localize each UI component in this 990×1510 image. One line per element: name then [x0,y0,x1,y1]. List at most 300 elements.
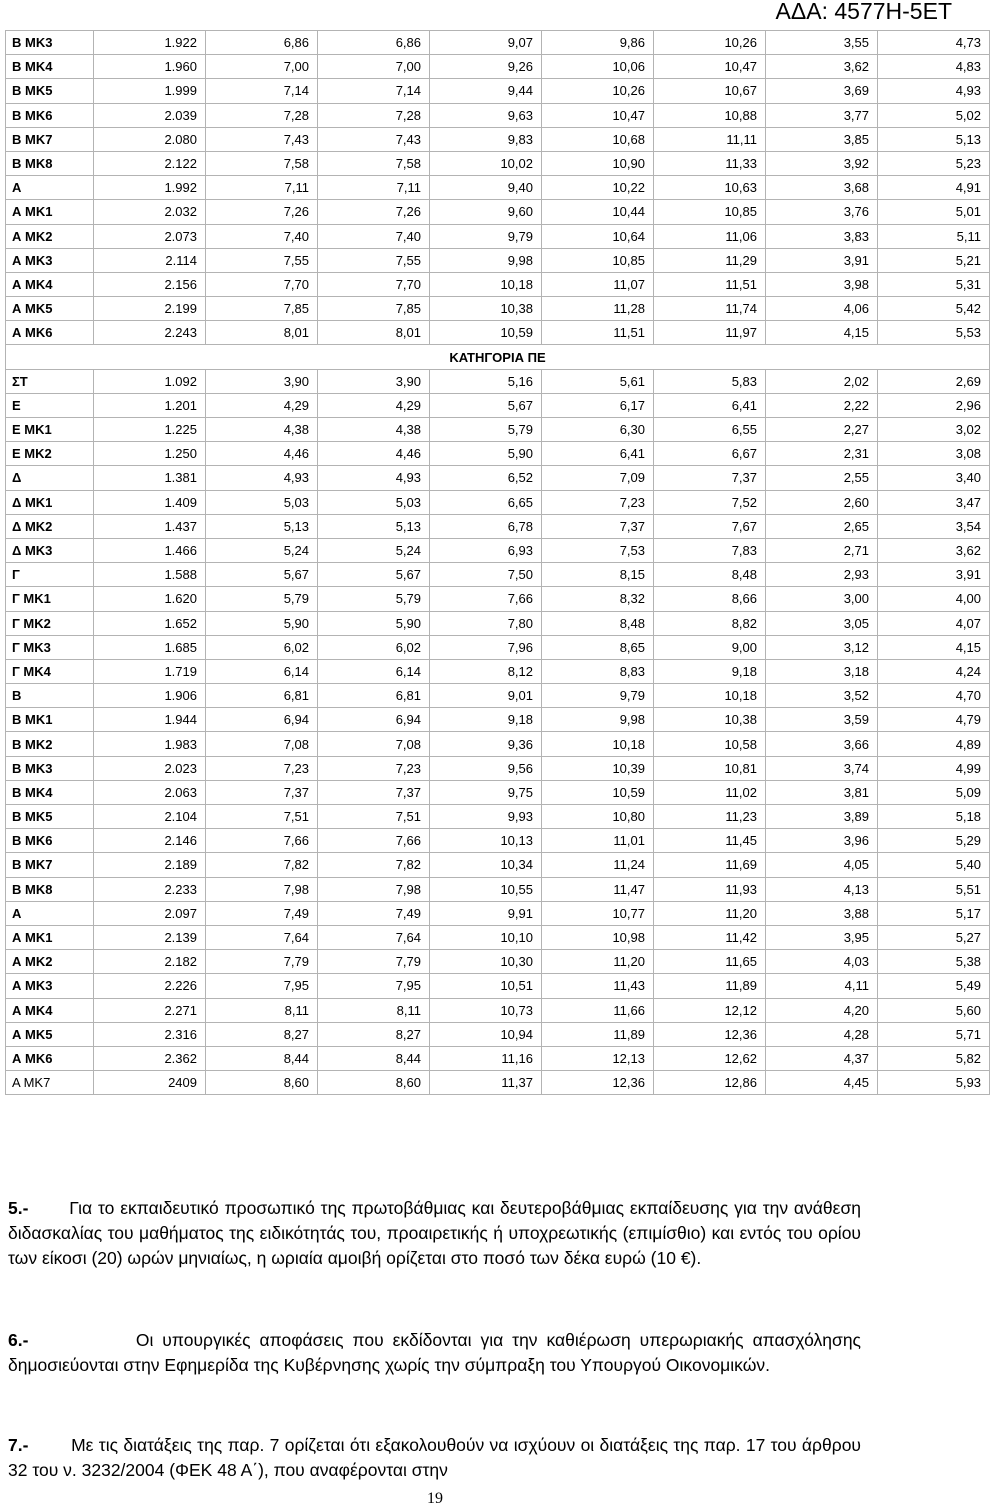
value-cell: 4,03 [766,950,878,974]
grade-cell: Α [6,176,94,200]
grade-cell: Γ ΜΚ1 [6,587,94,611]
value-cell: 4,13 [766,877,878,901]
value-cell: 7,66 [206,829,318,853]
table-row [6,466,990,490]
value-cell: 7,28 [318,103,430,127]
value-cell: 2.114 [94,248,206,272]
value-cell: 2.146 [94,829,206,853]
value-cell: 9,98 [430,248,542,272]
value-cell: 7,66 [318,829,430,853]
grade-cell: Β ΜΚ3 [6,31,94,55]
value-cell: 7,52 [654,490,766,514]
paragraph-number: 5.- [8,1198,29,1218]
value-cell: 11,65 [654,950,766,974]
table-row [6,393,990,417]
value-cell: 7,51 [206,805,318,829]
value-cell: 1.201 [94,393,206,417]
value-cell: 11,45 [654,829,766,853]
value-cell: 5,24 [206,538,318,562]
value-cell: 7,82 [206,853,318,877]
value-cell: 1.944 [94,708,206,732]
value-cell: 10,51 [430,974,542,998]
value-cell: 10,77 [542,901,654,925]
value-cell: 7,11 [318,176,430,200]
value-cell: 7,26 [318,200,430,224]
value-cell: 7,53 [542,538,654,562]
value-cell: 11,51 [654,272,766,296]
value-cell: 3,76 [766,200,878,224]
value-cell: 3,62 [878,538,990,562]
value-cell: 4,45 [766,1071,878,1095]
value-cell: 11,11 [654,127,766,151]
table-row [6,176,990,200]
value-cell: 7,96 [430,635,542,659]
table-row [6,901,990,925]
value-cell: 3,62 [766,55,878,79]
value-cell: 2.023 [94,756,206,780]
value-cell: 8,11 [206,998,318,1022]
value-cell: 6,02 [206,635,318,659]
table-row [6,780,990,804]
value-cell: 3,40 [878,466,990,490]
value-cell: 9,98 [542,708,654,732]
value-cell: 4,46 [318,442,430,466]
value-cell: 11,93 [654,877,766,901]
value-cell: 6,65 [430,490,542,514]
value-cell: 11,01 [542,829,654,853]
value-cell: 7,49 [318,901,430,925]
value-cell: 11,06 [654,224,766,248]
value-cell: 10,68 [542,127,654,151]
value-cell: 4,38 [318,418,430,442]
grade-cell: Β ΜΚ6 [6,103,94,127]
value-cell: 5,18 [878,805,990,829]
grade-cell: Α ΜΚ3 [6,248,94,272]
value-cell: 2,31 [766,442,878,466]
value-cell: 2.316 [94,1022,206,1046]
value-cell: 3,66 [766,732,878,756]
value-cell: 10,02 [430,151,542,175]
value-cell: 2.189 [94,853,206,877]
value-cell: 7,98 [318,877,430,901]
value-cell: 7,14 [206,79,318,103]
value-cell: 5,17 [878,901,990,925]
value-cell: 9,63 [430,103,542,127]
value-cell: 8,66 [654,587,766,611]
value-cell: 7,37 [206,780,318,804]
value-cell: 7,85 [206,297,318,321]
value-cell: 11,23 [654,805,766,829]
value-cell: 5,67 [430,393,542,417]
value-cell: 2.226 [94,974,206,998]
value-cell: 1.588 [94,563,206,587]
value-cell: 5,13 [318,514,430,538]
value-cell: 6,55 [654,418,766,442]
paragraph-text: Με τις διατάξεις της παρ. 7 ορίζεται ότι εξακολουθούν να ισχύουν οι διατάξεις της παρ. 17 του άρθρου 32 του ν. 3232/2004 (ΦΕΚ 48 Α΄), που αναφέρονται στην [8,1435,861,1480]
table-row [6,514,990,538]
value-cell: 7,00 [318,55,430,79]
value-cell: 2.156 [94,272,206,296]
value-cell: 9,18 [430,708,542,732]
value-cell: 9,01 [430,684,542,708]
value-cell: 5,11 [878,224,990,248]
salary-rates-table [5,30,990,1095]
value-cell: 9,86 [542,31,654,55]
value-cell: 4,11 [766,974,878,998]
grade-cell: Α ΜΚ6 [6,1046,94,1070]
value-cell: 2409 [94,1071,206,1095]
table-row [6,950,990,974]
grade-cell: Ε ΜΚ1 [6,418,94,442]
value-cell: 12,86 [654,1071,766,1095]
value-cell: 3,00 [766,587,878,611]
value-cell: 5,71 [878,1022,990,1046]
value-cell: 10,13 [430,829,542,853]
value-cell: 9,83 [430,127,542,151]
value-cell: 9,18 [654,659,766,683]
value-cell: 3,95 [766,925,878,949]
value-cell: 9,93 [430,805,542,829]
value-cell: 5,93 [878,1071,990,1095]
paragraph-text: Για το εκπαιδευτικό προσωπικό της πρωτοβάθμιας και δευτεροβάθμιας εκπαίδευσης για την ανάθεση διδασκαλίας του μαθήματος της ειδικότητάς του, προαιρετικής ή υποχρεωτικής (επιμίσθιο) και εντός του ορίου των είκοσι (20) ωρών μηνιαίως, η ωριαία αμοιβή ορίζεται στο ποσό των δέκα ευρώ (10 €). [8,1198,861,1268]
value-cell: 1.225 [94,418,206,442]
value-cell: 5,31 [878,272,990,296]
value-cell: 3,89 [766,805,878,829]
paragraph-7 [8,1433,861,1483]
value-cell: 7,85 [318,297,430,321]
value-cell: 9,91 [430,901,542,925]
value-cell: 11,28 [542,297,654,321]
value-cell: 6,41 [542,442,654,466]
value-cell: 2,02 [766,369,878,393]
value-cell: 6,41 [654,393,766,417]
value-cell: 7,66 [430,587,542,611]
value-cell: 10,47 [654,55,766,79]
table-row [6,925,990,949]
value-cell: 10,26 [654,31,766,55]
value-cell: 4,15 [766,321,878,345]
value-cell: 5,51 [878,877,990,901]
value-cell: 6,14 [318,659,430,683]
category-heading: ΚΑΤΗΓΟΡΙΑ ΠΕ [6,345,990,369]
grade-cell: Β ΜΚ5 [6,805,94,829]
value-cell: 8,01 [206,321,318,345]
value-cell: 10,85 [542,248,654,272]
value-cell: 7,09 [542,466,654,490]
value-cell: 6,94 [206,708,318,732]
value-cell: 11,33 [654,151,766,175]
value-cell: 7,23 [542,490,654,514]
value-cell: 5,40 [878,853,990,877]
value-cell: 3,05 [766,611,878,635]
value-cell: 4,15 [878,635,990,659]
value-cell: 5,90 [430,442,542,466]
value-cell: 4,93 [878,79,990,103]
value-cell: 5,90 [318,611,430,635]
grade-cell: Α ΜΚ1 [6,925,94,949]
grade-cell: Ε ΜΚ2 [6,442,94,466]
value-cell: 10,34 [430,853,542,877]
paragraph-number: 7.- [8,1435,29,1455]
grade-cell: Δ ΜΚ1 [6,490,94,514]
value-cell: 3,81 [766,780,878,804]
value-cell: 8,44 [318,1046,430,1070]
value-cell: 7,58 [318,151,430,175]
value-cell: 11,43 [542,974,654,998]
table-row [6,1046,990,1070]
value-cell: 10,30 [430,950,542,974]
value-cell: 7,43 [206,127,318,151]
grade-cell: Γ ΜΚ4 [6,659,94,683]
value-cell: 1.906 [94,684,206,708]
value-cell: 7,49 [206,901,318,925]
grade-cell: Β ΜΚ2 [6,732,94,756]
value-cell: 6,81 [206,684,318,708]
value-cell: 2,69 [878,369,990,393]
value-cell: 7,23 [206,756,318,780]
value-cell: 7,55 [206,248,318,272]
value-cell: 8,11 [318,998,430,1022]
value-cell: 10,18 [542,732,654,756]
table-row [6,127,990,151]
value-cell: 12,36 [542,1071,654,1095]
value-cell: 8,65 [542,635,654,659]
grade-cell: Α ΜΚ7 [6,1071,94,1095]
value-cell: 6,93 [430,538,542,562]
value-cell: 7,95 [318,974,430,998]
value-cell: 10,67 [654,79,766,103]
value-cell: 5,38 [878,950,990,974]
value-cell: 11,47 [542,877,654,901]
value-cell: 2.199 [94,297,206,321]
value-cell: 10,18 [430,272,542,296]
grade-cell: Ε [6,393,94,417]
table-row [6,611,990,635]
grade-cell: Β ΜΚ4 [6,780,94,804]
table-row [6,877,990,901]
value-cell: 7,70 [206,272,318,296]
value-cell: 9,07 [430,31,542,55]
value-cell: 1.922 [94,31,206,55]
value-cell: 10,58 [654,732,766,756]
value-cell: 5,27 [878,925,990,949]
value-cell: 11,24 [542,853,654,877]
table-row [6,708,990,732]
value-cell: 4,73 [878,31,990,55]
value-cell: 1.381 [94,466,206,490]
value-cell: 11,16 [430,1046,542,1070]
value-cell: 11,42 [654,925,766,949]
value-cell: 5,79 [206,587,318,611]
value-cell: 10,90 [542,151,654,175]
table-row [6,756,990,780]
value-cell: 8,15 [542,563,654,587]
value-cell: 10,44 [542,200,654,224]
grade-cell: Β ΜΚ3 [6,756,94,780]
value-cell: 10,63 [654,176,766,200]
value-cell: 4,00 [878,587,990,611]
value-cell: 7,40 [318,224,430,248]
value-cell: 10,10 [430,925,542,949]
value-cell: 8,27 [318,1022,430,1046]
value-cell: 7,82 [318,853,430,877]
page-number: 19 [427,1490,443,1507]
value-cell: 2.122 [94,151,206,175]
table-row [6,297,990,321]
value-cell: 8,48 [542,611,654,635]
value-cell: 3,55 [766,31,878,55]
value-cell: 9,44 [430,79,542,103]
grade-cell: Β ΜΚ8 [6,877,94,901]
value-cell: 8,32 [542,587,654,611]
table-row [6,31,990,55]
value-cell: 7,43 [318,127,430,151]
value-cell: 8,83 [542,659,654,683]
table-row [6,321,990,345]
value-cell: 9,79 [542,684,654,708]
value-cell: 11,66 [542,998,654,1022]
value-cell: 7,51 [318,805,430,829]
value-cell: 2,65 [766,514,878,538]
value-cell: 3,68 [766,176,878,200]
value-cell: 1.960 [94,55,206,79]
grade-cell: Γ ΜΚ3 [6,635,94,659]
value-cell: 2.080 [94,127,206,151]
table-row [6,853,990,877]
table-row [6,1071,990,1095]
value-cell: 7,40 [206,224,318,248]
grade-cell: Β ΜΚ1 [6,708,94,732]
value-cell: 2,55 [766,466,878,490]
value-cell: 10,85 [654,200,766,224]
value-cell: 5,24 [318,538,430,562]
value-cell: 3,83 [766,224,878,248]
table-row [6,1022,990,1046]
value-cell: 3,91 [766,248,878,272]
value-cell: 10,80 [542,805,654,829]
value-cell: 7,64 [318,925,430,949]
value-cell: 1.437 [94,514,206,538]
value-cell: 7,26 [206,200,318,224]
value-cell: 7,50 [430,563,542,587]
table-row [6,55,990,79]
value-cell: 5,79 [318,587,430,611]
value-cell: 3,92 [766,151,878,175]
value-cell: 3,98 [766,272,878,296]
value-cell: 3,96 [766,829,878,853]
value-cell: 7,00 [206,55,318,79]
grade-cell: Β [6,684,94,708]
table-body [6,31,990,1095]
grade-cell: Δ [6,466,94,490]
value-cell: 4,93 [318,466,430,490]
ada-identifier: ΑΔΑ: 4577Η-5ΕΤ [775,0,952,24]
value-cell: 11,51 [542,321,654,345]
value-cell: 2.139 [94,925,206,949]
grade-cell: Β ΜΚ7 [6,853,94,877]
value-cell: 1.685 [94,635,206,659]
value-cell: 3,90 [206,369,318,393]
value-cell: 6,67 [654,442,766,466]
value-cell: 2,93 [766,563,878,587]
grade-cell: Α ΜΚ6 [6,321,94,345]
grade-cell: Β ΜΚ7 [6,127,94,151]
value-cell: 10,38 [430,297,542,321]
value-cell: 9,60 [430,200,542,224]
value-cell: 3,59 [766,708,878,732]
value-cell: 1.992 [94,176,206,200]
value-cell: 7,08 [318,732,430,756]
paragraph-6 [8,1328,861,1378]
grade-cell: Δ ΜΚ3 [6,538,94,562]
grade-cell: Α ΜΚ4 [6,998,94,1022]
value-cell: 5,42 [878,297,990,321]
paragraph-number: 6.- [8,1330,29,1350]
value-cell: 2.271 [94,998,206,1022]
value-cell: 7,67 [654,514,766,538]
value-cell: 2.073 [94,224,206,248]
value-cell: 3,91 [878,563,990,587]
value-cell: 6,81 [318,684,430,708]
value-cell: 4,83 [878,55,990,79]
value-cell: 8,82 [654,611,766,635]
value-cell: 7,55 [318,248,430,272]
value-cell: 1.409 [94,490,206,514]
table-row [6,805,990,829]
value-cell: 2,27 [766,418,878,442]
value-cell: 4,07 [878,611,990,635]
value-cell: 1.652 [94,611,206,635]
value-cell: 7,11 [206,176,318,200]
value-cell: 5,90 [206,611,318,635]
value-cell: 5,49 [878,974,990,998]
value-cell: 10,06 [542,55,654,79]
value-cell: 7,37 [318,780,430,804]
value-cell: 7,58 [206,151,318,175]
value-cell: 4,28 [766,1022,878,1046]
value-cell: 7,37 [542,514,654,538]
value-cell: 4,29 [206,393,318,417]
value-cell: 10,39 [542,756,654,780]
table-row [6,272,990,296]
value-cell: 5,13 [206,514,318,538]
value-cell: 11,74 [654,297,766,321]
value-cell: 5,60 [878,998,990,1022]
value-cell: 10,88 [654,103,766,127]
value-cell: 10,55 [430,877,542,901]
value-cell: 6,94 [318,708,430,732]
value-cell: 1.092 [94,369,206,393]
value-cell: 8,27 [206,1022,318,1046]
value-cell: 9,75 [430,780,542,804]
value-cell: 10,26 [542,79,654,103]
value-cell: 1.466 [94,538,206,562]
table-row [6,538,990,562]
grade-cell: Α ΜΚ5 [6,297,94,321]
value-cell: 10,81 [654,756,766,780]
table-row [6,635,990,659]
value-cell: 9,56 [430,756,542,780]
value-cell: 12,12 [654,998,766,1022]
value-cell: 3,90 [318,369,430,393]
grade-cell: Β ΜΚ4 [6,55,94,79]
value-cell: 3,08 [878,442,990,466]
value-cell: 4,37 [766,1046,878,1070]
value-cell: 11,02 [654,780,766,804]
grade-cell: Α ΜΚ2 [6,950,94,974]
value-cell: 10,22 [542,176,654,200]
value-cell: 11,97 [654,321,766,345]
